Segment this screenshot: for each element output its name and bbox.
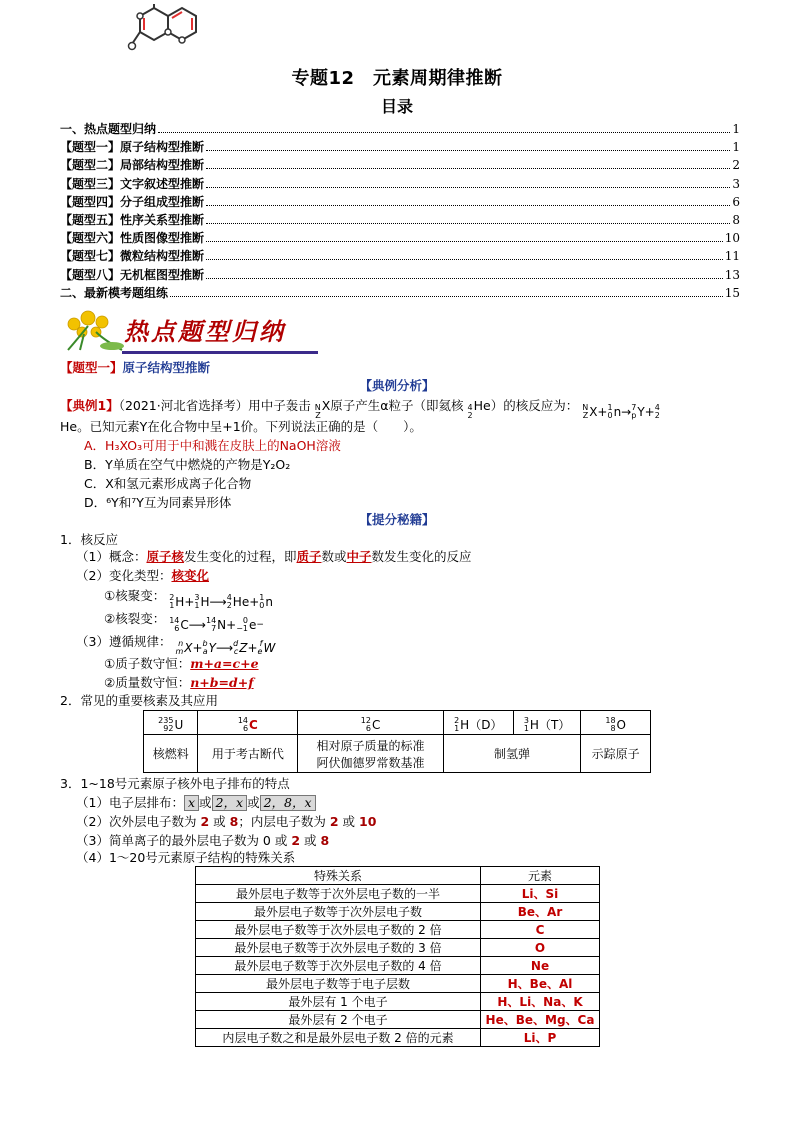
element-cell: Be、Ar [481, 903, 600, 921]
second-shell [76, 812, 376, 831]
banner-underline [122, 351, 318, 354]
toc-row[interactable] [60, 247, 740, 265]
toc-label: 【题型三】文字叙述型推断 [60, 176, 205, 191]
shell-box: x [184, 795, 199, 811]
symbol: H（D） [460, 718, 503, 733]
text: ②核裂变： [104, 611, 166, 626]
text: 或 [247, 795, 260, 810]
tips-change-type [76, 566, 209, 585]
nuclide-c12: 12 6 C [298, 711, 443, 735]
toc-label: 【题型七】微粒结构型推断 [60, 249, 205, 264]
element-cell: He、Be、Mg、Ca [481, 1011, 600, 1029]
mass-conservation [104, 673, 254, 692]
answer: n+b=d+f [190, 675, 254, 690]
text: 或 [304, 833, 317, 848]
option-a[interactable]: A．H₃XO₃可用于中和溅在皮肤上的NaOH溶液 [84, 438, 341, 453]
relation-cell: 最外层电子数等于次外层电子数的一半 [196, 885, 481, 903]
toc-page: 11 [724, 249, 740, 264]
toc-row[interactable] [60, 266, 740, 284]
element-cell: H、Li、Na、K [481, 993, 600, 1011]
relation-cell: 最外层电子数等于次外层电子数的 4 倍 [196, 957, 481, 975]
relation-cell: 最外层电子数等于电子层数 [196, 975, 481, 993]
toc-row[interactable] [60, 120, 740, 138]
typical-heading: 【典例分析】 [359, 378, 435, 393]
example-stem-cont: He。已知元素Y在化合物中呈+1价。下列说法正确的是（ ）。 [60, 419, 422, 434]
element-cell: H、Be、Al [481, 975, 600, 993]
text: （2）次外层电子数为 [76, 814, 197, 829]
symbol: H（T） [529, 718, 571, 733]
text: 数发生变化的反应 [371, 549, 472, 564]
answer: 2 [329, 814, 339, 829]
toc-label: 【题型六】性质图像型推断 [60, 231, 205, 246]
nuclide-table [143, 710, 651, 773]
toc-page: 1 [732, 122, 740, 136]
toc-label: 【题型一】原子结构型推断 [60, 140, 205, 155]
toc-leader [206, 150, 730, 151]
answer: 质子 [296, 549, 322, 564]
fission-equation: ②核裂变： 14 6 C⟶ 14 7 N+ 0 −1 e − [104, 611, 264, 633]
symbol: O [616, 718, 626, 732]
text: （1）概念： [76, 549, 147, 564]
header-cell: 特殊关系 [196, 867, 481, 885]
answer: 原子核 [146, 549, 184, 564]
tips-concept [76, 547, 472, 566]
tips-point-1: 1．核反应 [60, 532, 118, 547]
molecule-logo [118, 4, 200, 56]
proton-conservation [104, 654, 259, 673]
toc-row[interactable] [60, 284, 740, 302]
toc-row[interactable] [60, 193, 740, 211]
table-row [196, 957, 600, 975]
answer: m+a=c+e [190, 656, 259, 671]
toc-row[interactable] [60, 211, 740, 229]
answer: 中子 [346, 549, 372, 564]
example-source: （2021·河北省选择考） [118, 398, 249, 413]
answer: 2 [291, 833, 301, 848]
tips-heading: 【提分秘籍】 [359, 512, 435, 527]
table-row [196, 993, 600, 1011]
element-cell: O [481, 939, 600, 957]
section-banner [60, 306, 320, 358]
nuclide-o18: 18 8 O [581, 711, 651, 735]
relation-cell: 内层电子数之和是最外层电子数 2 倍的元素 [196, 1029, 481, 1047]
toc-leader [206, 259, 723, 260]
toc-leader [206, 168, 730, 169]
relation-cell: 最外层电子数等于次外层电子数 [196, 903, 481, 921]
answer: 8 [229, 814, 239, 829]
text: ②质量数守恒： [104, 675, 191, 690]
nuclide-u235: 235 92 U [144, 711, 198, 735]
nuclide-h3: 3 1 H（T） [513, 711, 581, 735]
toc-leader [206, 205, 730, 206]
section-heading [60, 358, 210, 376]
text: 或 [199, 795, 212, 810]
use-cell: 核燃料 [144, 735, 198, 773]
table-row [196, 939, 600, 957]
toc-label: 二、最新模考题组练 [60, 285, 169, 300]
table-row [196, 885, 600, 903]
answer: 2 [200, 814, 210, 829]
toc-leader [170, 296, 723, 297]
table-row [196, 921, 600, 939]
toc-label: 一、热点题型归纳 [60, 122, 157, 136]
text: 或 [213, 814, 226, 829]
use-cell [298, 735, 443, 773]
toc-leader [158, 132, 730, 133]
example-stem: 【典例1】（2021·河北省选择考）用中子轰击 N Z X原子产生α粒子（即氦核 4 2 He）的核反应为： N Z X+ 1 0 n→ 7 p Y+ 4 2 [60, 398, 660, 420]
page-title: 专题12 元素周期律推断 [291, 68, 503, 89]
stem-text: 用中子轰击 [248, 398, 311, 413]
answer: 核变化 [171, 568, 209, 583]
toc-heading: 目录 [380, 97, 413, 116]
toc-page: 15 [724, 285, 740, 300]
option-b[interactable]: B．Y单质在空气中燃烧的产物是Y₂O₂ [84, 457, 291, 472]
text: ①质子数守恒： [104, 656, 191, 671]
toc-row[interactable] [60, 138, 740, 156]
table-row [196, 1029, 600, 1047]
toc-leader [206, 241, 723, 242]
text: 发生变化的过程，即 [183, 549, 297, 564]
table-of-contents [60, 120, 740, 302]
table-row [196, 1011, 600, 1029]
toc-page: 13 [724, 267, 740, 282]
toc-label: 【题型二】局部结构型推断 [60, 158, 205, 173]
relation-cell: 最外层有 1 个电子 [196, 993, 481, 1011]
symbol: C [371, 718, 381, 732]
toc-page: 10 [724, 231, 740, 246]
header-cell: 元素 [481, 867, 600, 885]
use-line: 阿伏伽德罗常数基准 [316, 755, 425, 770]
toc-label: 【题型五】性序关系型推断 [60, 212, 205, 227]
shell-box: 2，8，x [260, 795, 316, 811]
stem-text: X原子产生α粒子（即氦核 [321, 398, 464, 413]
section-name: 原子结构型推断 [122, 360, 211, 375]
use-cell: 制氢弹 [443, 735, 581, 773]
shell-box: 2，x [212, 795, 248, 811]
tips-point-3: 3．1~18号元素原子核外电子排布的特点 [60, 776, 290, 791]
conservation-law: （3）遵循规律： n m X+ b a Y⟶ d c Z+ f e W [76, 634, 276, 656]
shell-layout [76, 793, 316, 812]
tips-point-2: 2．常见的重要核素及其应用 [60, 693, 218, 708]
nuclide-c14: 14 6 C [198, 711, 298, 735]
relation-cell: 最外层有 2 个电子 [196, 1011, 481, 1029]
toc-leader [206, 278, 723, 279]
relation-cell: 最外层电子数等于次外层电子数的 3 倍 [196, 939, 481, 957]
toc-label: 【题型四】分子组成型推断 [60, 194, 205, 209]
use-line: 相对原子质量的标准 [316, 738, 425, 753]
element-cell: Li、P [481, 1029, 600, 1047]
table-row [196, 975, 600, 993]
relation-cell: 最外层电子数等于次外层电子数的 2 倍 [196, 921, 481, 939]
toc-leader [206, 223, 730, 224]
toc-page: 1 [732, 140, 740, 155]
element-cell: C [481, 921, 600, 939]
fusion-equation: ①核聚变： 2 1 H+ 3 1 H⟶ 4 2 He+ 1 0 n [104, 588, 273, 610]
toc-label: 【题型八】无机框图型推断 [60, 267, 205, 282]
table-row [196, 903, 600, 921]
text: （3）遵循规律： [76, 634, 172, 649]
text: （3）简单离子的最外层电子数为 0 或 [76, 833, 288, 848]
use-cell: 示踪原子 [581, 735, 651, 773]
text: （2）变化类型： [76, 568, 172, 583]
symbol: U [174, 718, 184, 732]
special-relations-heading: （4）1～20号元素原子结构的特殊关系 [76, 850, 296, 865]
section-bracket: 【题型一】 [60, 360, 123, 375]
text: 或 [342, 814, 356, 829]
text: 数或 [321, 549, 347, 564]
element-cell: Li、Si [481, 885, 600, 903]
element-cell: Ne [481, 957, 600, 975]
relation-table [195, 866, 600, 1047]
toc-page: 8 [732, 212, 740, 227]
answer: 8 [320, 833, 330, 848]
toc-row[interactable] [60, 175, 740, 193]
toc-row[interactable] [60, 229, 740, 247]
toc-page: 6 [732, 194, 740, 209]
example-tag: 【典例1】 [60, 398, 119, 413]
text: （1）电子层排布： [76, 795, 184, 810]
text: ；内层电子数为 [238, 814, 326, 829]
stem-text: He）的核反应为： [473, 398, 579, 413]
option-c[interactable]: C．X和氢元素形成离子化合物 [84, 476, 252, 491]
option-d[interactable]: D．⁶Y和⁷Y互为同素异形体 [84, 495, 232, 510]
toc-row[interactable] [60, 156, 740, 174]
symbol: C [249, 718, 258, 732]
toc-page: 3 [732, 176, 740, 191]
toc-page: 2 [732, 158, 740, 173]
banner-title: 热点题型归纳 [124, 317, 286, 346]
answer: 10 [359, 814, 377, 829]
text: ①核聚变： [104, 588, 166, 603]
nuclide-h2: 2 1 H（D） [443, 711, 513, 735]
toc-leader [206, 187, 730, 188]
use-cell: 用于考古断代 [198, 735, 298, 773]
flower-icon [60, 306, 130, 354]
